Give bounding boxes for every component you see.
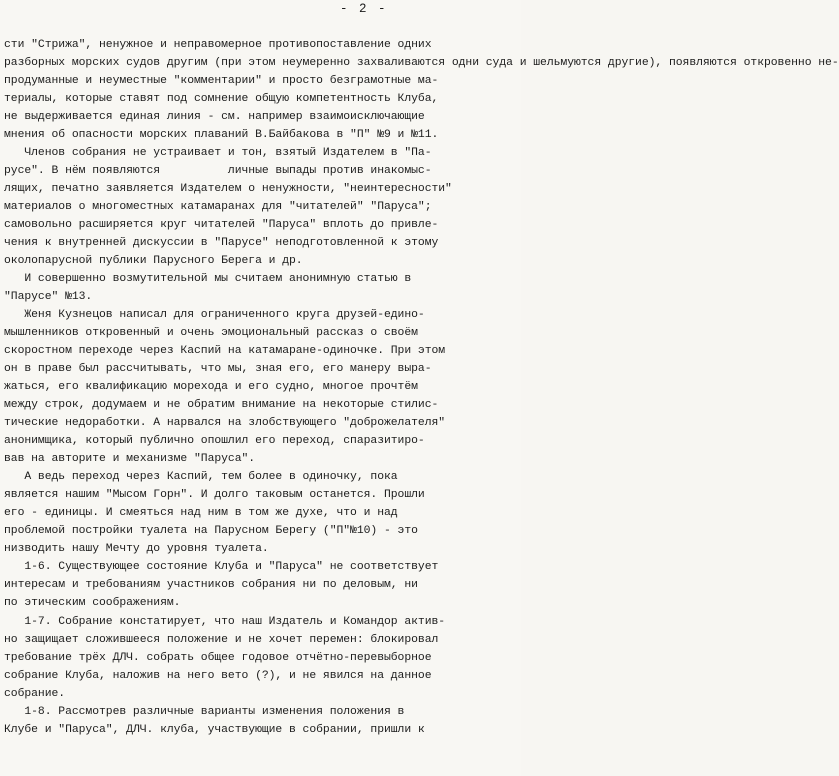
text-line: интересам и требованиям участников собрания ни по деловым, ни [4, 579, 418, 592]
text-line: материалов о многоместных катамаранах для "читателей" "Паруса"; [4, 201, 432, 214]
text-line: мышленников откровенный и очень эмоциональный рассказ о своём [4, 327, 418, 340]
text-line: сти "Стрижа", ненужное и неправомерное противопоставление одних [4, 39, 432, 51]
text-line: является нашим "Мысом Горн". И долго таковым останется. Прошли [4, 489, 425, 502]
text-line: териалы, которые ставят под сомнение общую компетентность Клуба, [4, 93, 439, 106]
text-line: продуманные и неуместные "комментарии" и просто безграмотные ма- [4, 75, 439, 88]
text-line: проблемой постройки туалета на Парусном Берегу ("П"№10) - это [4, 525, 418, 538]
text-line: околопарусной публики Парусного Берега и др. [4, 255, 303, 268]
text-line: но защищает сложившееся положение и не хочет перемен: блокировал [4, 633, 439, 646]
text-line: 1-8. Рассмотрев различные варианты изменения положения в [4, 705, 405, 718]
text-line: жаться, его квалификацию морехода и его судно, многое прочтём [4, 381, 418, 394]
text-line: 1-7. Собрание констатирует, что наш Издатель и Командор актив- [4, 615, 446, 628]
text-line: И совершенно возмутительной мы считаем анонимную статью в [4, 273, 412, 286]
text-line: "Парусе" №13. [4, 291, 93, 304]
text-line: по этическим соображениям. [4, 597, 181, 610]
text-line: самовольно расширяется круг читателей "Паруса" вплоть до привле- [4, 219, 439, 232]
text-line: Членов собрания не устраивает и тон, взятый Издателем в "Па- [4, 147, 432, 160]
text-line: низводить нашу Мечту до уровня туалета. [4, 543, 269, 556]
text-line: 1-6. Существующее состояние Клуба и "Паруса" не соответствует [4, 561, 439, 574]
text-line: не выдерживается единая линия - см. например взаимоисключающие [4, 111, 425, 124]
text-line: разборных морских судов другим (при этом неумеренно захваливаются одни суда и шельмуются другие), появляются откровенно не- [4, 57, 839, 70]
text-line: его - единицы. И смеяться над ним в том же духе, что и над [4, 507, 398, 520]
text-line: собрание Клуба, наложив на него вето (?), и не явился на данное [4, 669, 432, 682]
text-line: вав на авторите и механизме "Паруса". [4, 453, 256, 466]
text-line: между строк, додумаем и не обратим внимание на некоторые стилис- [4, 399, 439, 412]
text-line: требование трёх ДЛЧ. собрать общее годовое отчётно-перевыборное [4, 651, 432, 664]
page-number: - 2 - [340, 2, 388, 16]
text-line: Клубе и "Паруса", ДЛЧ. клуба, участвующие в собрании, пришли к [4, 723, 425, 736]
text-line: скоростном переходе через Каспий на катамаране-одиночке. При этом [4, 345, 446, 358]
text-line: он в праве был рассчитывать, что мы, зная его, его манеру выра- [4, 363, 432, 376]
text-line: анонимщика, который публично опошлил его переход, спаразитиро- [4, 435, 425, 448]
text-line: мнения об опасности морских плаваний В.Байбакова в "П" №9 и №11. [4, 129, 439, 142]
text-line: лящих, печатно заявляется Издателем о ненужности, "неинтересности" [4, 183, 452, 196]
text-line: Женя Кузнецов написал для ограниченного круга друзей-едино- [4, 309, 425, 322]
text-line: русе". В нём появляются личные выпады против инакомыс- [4, 165, 432, 178]
text-line: собрание. [4, 687, 66, 700]
text-line: чения к внутренней дискуссии в "Парусе" неподготовленной к этому [4, 237, 439, 250]
text-line: тические недоработки. А нарвался на злобствующего "доброжелателя" [4, 417, 446, 430]
body-text [4, 36, 839, 739]
text-line: А ведь переход через Каспий, тем более в одиночку, пока [4, 471, 398, 484]
